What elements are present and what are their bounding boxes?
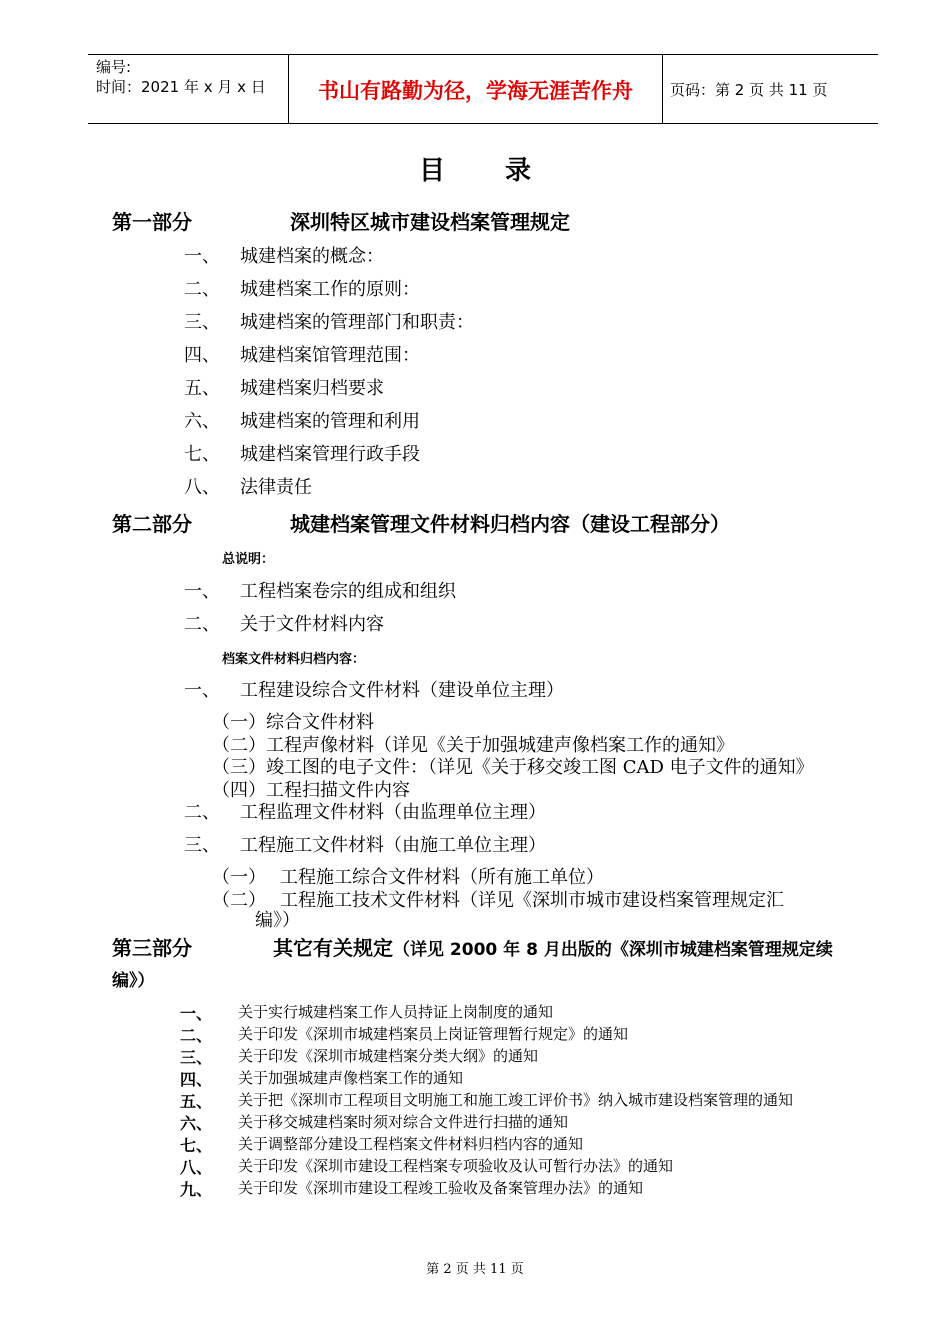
part3-label: 第三部分 (112, 936, 192, 960)
list-item: 城建档案工作的原则： (240, 279, 420, 300)
part2-label: 第二部分 (112, 512, 192, 536)
list-item: 工程档案卷宗的组成和组织 (240, 581, 456, 602)
list-item-number: （一） (212, 867, 266, 888)
list-item: 城建档案的概念： (240, 246, 384, 267)
list-item: 关于加强城建声像档案工作的通知 (238, 1069, 464, 1087)
list-item: 工程监理文件材料（由监理单位主理） (240, 802, 546, 823)
sub-list-item: （三）竣工图的电子文件：（详见《关于移交竣工图 CAD 电子文件的通知》 (212, 757, 814, 778)
list-item-number: 三、 (184, 835, 220, 856)
list-item: 关于印发《深圳市城建档案员上岗证管理暂行规定》的通知 (238, 1025, 629, 1043)
list-item: 关于文件材料内容 (240, 614, 384, 635)
header-page-info: 页码：第 2 页 共 11 页 (670, 81, 828, 99)
general-heading: 总说明： (222, 552, 275, 567)
list-item-number: 二、 (184, 279, 220, 300)
list-item: 工程施工文件材料（由施工单位主理） (240, 835, 546, 856)
list-item: 关于印发《深圳市建设工程竣工验收及备案管理办法》的通知 (238, 1179, 644, 1197)
list-item-number: 七、 (180, 1136, 213, 1155)
part3-title: 其它有关规定 (273, 936, 393, 960)
list-item-number: 四、 (184, 345, 220, 366)
list-item-number: 五、 (180, 1092, 213, 1111)
part3-title-continuation: 编》） (112, 971, 155, 991)
list-item-number: 二、 (184, 802, 220, 823)
list-item: 城建档案的管理和利用 (240, 411, 420, 432)
page-footer: 第 2 页 共 11 页 (426, 1262, 524, 1277)
list-item-number: 五、 (184, 378, 220, 399)
list-item: 关于印发《深圳市建设工程档案专项验收及认可暂行办法》的通知 (238, 1157, 674, 1175)
sub-list-item: （四）工程扫描文件内容 (212, 779, 410, 801)
page-title: 目录 (418, 156, 591, 186)
part3-title-suffix: （详见 2000 年 8 月出版的《深圳市城建档案管理规定续 (393, 940, 833, 960)
header-divider (662, 55, 663, 123)
part1-title: 深圳特区城市建设档案管理规定 (290, 210, 570, 234)
header-motto: 书山有路勤为径，学海无涯苦作舟 (318, 78, 633, 103)
list-item-number: 四、 (180, 1070, 213, 1089)
list-item: 城建档案管理行政手段 (240, 444, 420, 465)
list-item-number: 八、 (180, 1158, 213, 1177)
list-item-number: 一、 (184, 581, 220, 602)
header-time-label: 时间：2021 年 x 月 x 日 (96, 78, 266, 96)
list-item: 工程施工技术文件材料（详见《深圳市城市建设档案管理规定汇 (280, 889, 784, 911)
page-header (88, 54, 878, 124)
list-item-number: 三、 (180, 1048, 213, 1067)
list-item: 关于移交城建档案时须对综合文件进行扫描的通知 (238, 1113, 569, 1131)
list-item-number: 七、 (184, 444, 220, 465)
list-item: 法律责任 (240, 477, 312, 498)
list-item: 城建档案归档要求 (240, 378, 384, 399)
list-item: 工程施工综合文件材料（所有施工单位） (280, 867, 604, 888)
list-item: 城建档案的管理部门和职责： (240, 312, 474, 333)
list-item-number: 三、 (184, 312, 220, 333)
list-item: 关于印发《深圳市城建档案分类大纲》的通知 (238, 1047, 539, 1065)
list-item-number: 六、 (180, 1114, 213, 1133)
sub-list-item: （一）综合文件材料 (212, 712, 374, 733)
list-item-number: 一、 (180, 1004, 213, 1023)
list-item-number: 二、 (184, 614, 220, 635)
list-item: 城建档案馆管理范围： (240, 345, 420, 366)
part3-title-line (273, 932, 833, 961)
list-item: 关于把《深圳市工程项目文明施工和施工竣工评价书》纳入城市建设档案管理的通知 (238, 1091, 794, 1109)
header-meta (96, 57, 266, 97)
part2-title: 城建档案管理文件材料归档内容（建设工程部分） (290, 512, 730, 536)
header-number-label: 编号: (96, 58, 132, 76)
list-item: 关于调整部分建设工程档案文件材料归档内容的通知 (238, 1135, 584, 1153)
list-item-number: 八、 (184, 477, 220, 498)
list-item-number: 九、 (180, 1180, 213, 1199)
list-item-number: 一、 (184, 246, 220, 267)
list-item-number: 六、 (184, 411, 220, 432)
list-item-number: 二、 (180, 1026, 213, 1045)
construction-sub-continuation: 编》） (255, 910, 300, 931)
part1-label: 第一部分 (112, 210, 192, 234)
list-item: 工程建设综合文件材料（建设单位主理） (240, 680, 564, 701)
archive-heading: 档案文件材料归档内容： (222, 652, 366, 667)
list-item-number: （二） (212, 889, 266, 911)
list-item-number: 一、 (184, 680, 220, 701)
list-item: 关于实行城建档案工作人员持证上岗制度的通知 (238, 1003, 554, 1021)
sub-list-item: （二）工程声像材料（详见《关于加强城建声像档案工作的通知》 (212, 734, 734, 756)
